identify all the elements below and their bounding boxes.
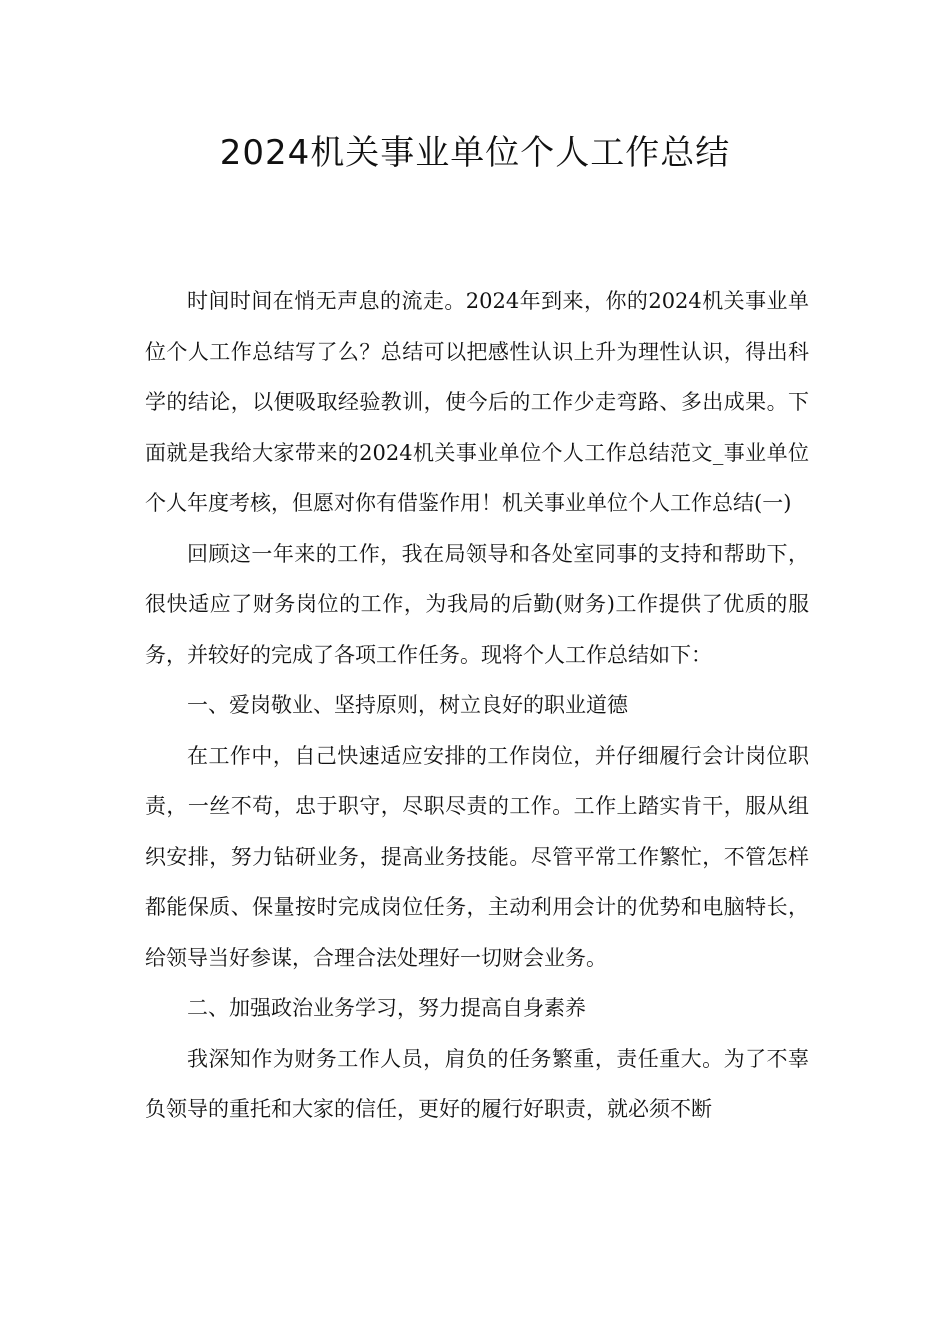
section-heading-2: 二、加强政治业务学习，努力提高自身素养: [187, 996, 586, 1020]
paragraph-section-2: 我深知作为财务工作人员，肩负的任务繁重，责任重大。为了不辜负领导的重托和大家的信任，更好的履行好职责，就必须不断: [145, 1046, 809, 1121]
document-body: [145, 276, 809, 1135]
document-title: 2024机关事业单位个人工作总结: [219, 133, 731, 173]
paragraph-review: 回顾这一年来的工作，我在局领导和各处室同事的支持和帮助下，很快适应了财务岗位的工作，为我局的后勤(财务)工作提供了优质的服务，并较好的完成了各项工作任务。现将个人工作总结如下：: [145, 541, 809, 667]
section-heading-1: 一、爱岗敬业、坚持原则，树立良好的职业道德: [187, 693, 628, 717]
paragraph-intro: 时间时间在悄无声息的流走。2024年到来，你的2024机关事业单位个人工作总结写了么？总结可以把感性认识上升为理性认识，得出科学的结论，以便吸取经验教训，使今后的工作少走弯路、多出成果。下面就是我给大家带来的2024机关事业单位个人工作总结范文_事业单位个人年度考核，但愿对你有借鉴作用！机关事业单位个人工作总结(一): [145, 289, 809, 515]
paragraph-section-1: 在工作中，自己快速适应安排的工作岗位，并仔细履行会计岗位职责，一丝不苟，忠于职守，尽职尽责的工作。工作上踏实肯干，服从组织安排，努力钻研业务，提高业务技能。尽管平常工作繁忙，不管怎样都能保质、保量按时完成岗位任务，主动利用会计的优势和电脑特长，给领导当好参谋，合理合法处理好一切财会业务。: [145, 743, 809, 970]
